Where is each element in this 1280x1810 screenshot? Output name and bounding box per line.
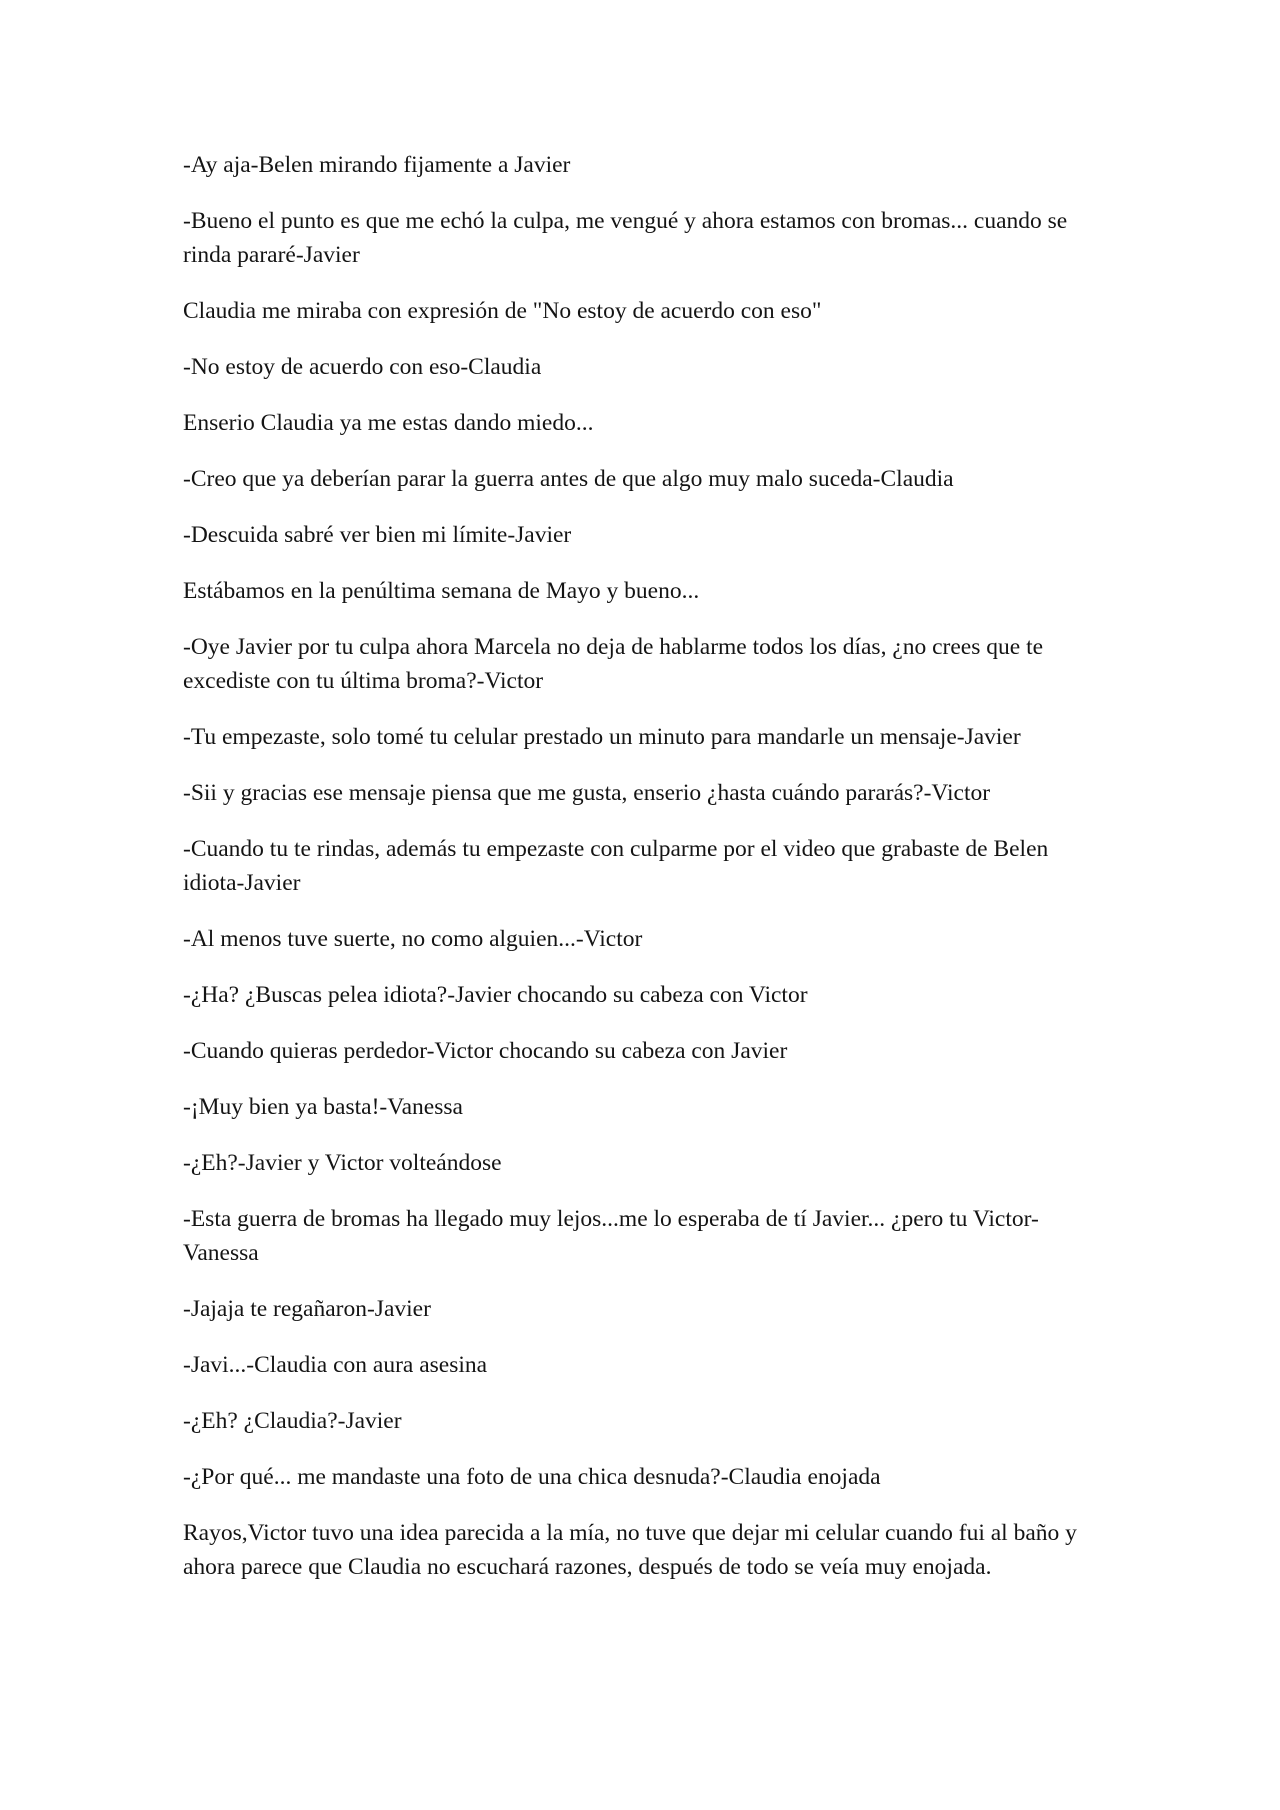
paragraph: -¿Por qué... me mandaste una foto de una chica desnuda?-Claudia enojada <box>183 1464 881 1490</box>
paragraph: -Sii y gracias ese mensaje piensa que me gusta, enserio ¿hasta cuándo pararás?-Victor <box>183 780 991 806</box>
paragraph: -Javi...-Claudia con aura asesina <box>183 1352 488 1378</box>
paragraph: -Tu empezaste, solo tomé tu celular prestado un minuto para mandarle un mensaje-Javier <box>183 724 1021 750</box>
paragraph: -Esta guerra de bromas ha llegado muy lejos...me lo esperaba de tí Javier... ¿pero tu Victor- Vanessa <box>183 1206 1039 1266</box>
paragraph: -Cuando tu te rindas, además tu empezaste con culparme por el video que grabaste de Belen idiota-Javier <box>183 836 1049 896</box>
paragraph: Claudia me miraba con expresión de "No estoy de acuerdo con eso" <box>183 298 822 324</box>
paragraph: -Ay aja-Belen mirando fijamente a Javier <box>183 152 571 178</box>
document-body <box>183 148 1098 1606</box>
paragraph: -¿Eh?-Javier y Victor volteándose <box>183 1150 502 1176</box>
paragraph: -¡Muy bien ya basta!-Vanessa <box>183 1094 463 1120</box>
paragraph: -Jajaja te regañaron-Javier <box>183 1296 431 1322</box>
paragraph: Estábamos en la penúltima semana de Mayo y bueno... <box>183 578 700 604</box>
paragraph: -Descuida sabré ver bien mi límite-Javier <box>183 522 572 548</box>
paragraph: -Oye Javier por tu culpa ahora Marcela no deja de hablarme todos los días, ¿no crees que te excediste con tu última broma?-Victor <box>183 634 1044 694</box>
paragraph: -Creo que ya deberían parar la guerra antes de que algo muy malo suceda-Claudia <box>183 466 954 492</box>
paragraph: -Bueno el punto es que me echó la culpa, me vengué y ahora estamos con bromas... cuando se rinda pararé-Javier <box>183 208 1068 268</box>
paragraph: Rayos,Victor tuvo una idea parecida a la mía, no tuve que dejar mi celular cuando fui al baño y ahora parece que Claudia no escuchará razones, después de todo se veía muy enojada. <box>183 1520 1077 1580</box>
paragraph: -Cuando quieras perdedor-Victor chocando su cabeza con Javier <box>183 1038 788 1064</box>
paragraph: -Al menos tuve suerte, no como alguien...-Victor <box>183 926 643 952</box>
paragraph: -¿Eh? ¿Claudia?-Javier <box>183 1408 402 1434</box>
paragraph: -¿Ha? ¿Buscas pelea idiota?-Javier chocando su cabeza con Victor <box>183 982 808 1008</box>
paragraph: -No estoy de acuerdo con eso-Claudia <box>183 354 542 380</box>
paragraph: Enserio Claudia ya me estas dando miedo... <box>183 410 594 436</box>
